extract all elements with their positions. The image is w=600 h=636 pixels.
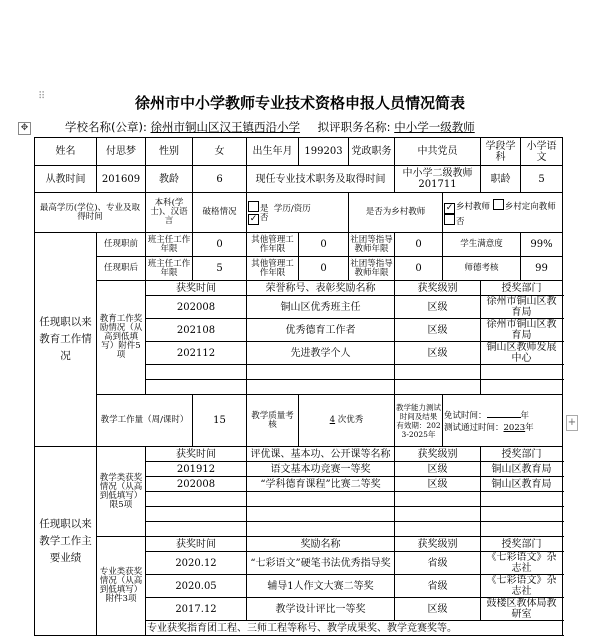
s2-level[interactable]: [395, 522, 481, 537]
s2-dept[interactable]: 铜山区教育局: [481, 462, 563, 477]
start-value[interactable]: 201609: [97, 166, 146, 193]
s3-level[interactable]: 区级: [395, 598, 481, 621]
cur-title-label: 现任专业技术职务及取得时间: [247, 166, 395, 193]
s3-name[interactable]: “七彩语文”硬笔书法优秀指导奖: [247, 552, 395, 575]
birth-value[interactable]: 199203: [299, 138, 349, 166]
ability-cell: [395, 395, 443, 447]
s2-col-level: 获奖级别: [395, 447, 481, 462]
section2-label: 任现职以来教学工作主要业绩: [35, 447, 97, 636]
s2-time[interactable]: [146, 522, 247, 537]
section1-sub-label: 教育工作奖励情况（从高到低填写）附件5项: [97, 281, 146, 395]
rural-directed-label: 乡村定向教师: [504, 201, 556, 212]
s2-time[interactable]: [146, 492, 247, 507]
s1-time[interactable]: 202108: [146, 319, 247, 342]
footer-note[interactable]: 专业获奖指育团工程、三师工程等称号、教学成果奖、教学竞赛奖等。: [146, 621, 563, 636]
education-label: 最高学历(学位)、专业及取得时间: [35, 193, 146, 233]
s2-level[interactable]: [395, 507, 481, 522]
guide-label-after: 社团等指导教师年限: [349, 257, 395, 281]
satisfaction-value[interactable]: 99%: [521, 233, 563, 257]
post-years-value[interactable]: 5: [521, 166, 563, 193]
s3-header-row: [35, 537, 563, 552]
s3-name[interactable]: 教学设计评比一等奖: [247, 598, 395, 621]
mgmt-label-before: 其他管理工作年限: [247, 233, 299, 257]
basic-row-2: [35, 166, 563, 193]
duty-row-after: [35, 257, 563, 281]
s2-header-row: [35, 447, 563, 462]
s1-name[interactable]: 先进教学个人: [247, 342, 395, 365]
s1-name[interactable]: 铜山区优秀班主任: [247, 296, 395, 319]
satisfaction-label: 学生满意度: [443, 233, 521, 257]
name-value[interactable]: 付思梦: [97, 138, 146, 166]
s1-col-dept: 授奖部门: [481, 281, 563, 296]
s1-name[interactable]: 优秀德育工作者: [247, 319, 395, 342]
s1-name[interactable]: [247, 380, 395, 395]
break-label: 破格情况: [193, 193, 247, 233]
s2-time[interactable]: [146, 507, 247, 522]
table-move-icon[interactable]: ✥: [18, 122, 31, 135]
s2-level[interactable]: 区级: [395, 477, 481, 492]
ethics-label: 师德考核: [443, 257, 521, 281]
s3-level[interactable]: 省级: [395, 552, 481, 575]
s1-level[interactable]: 区级: [395, 296, 481, 319]
add-column-icon[interactable]: +: [566, 415, 578, 431]
quality-cell[interactable]: [299, 395, 395, 447]
name-label: 姓名: [35, 138, 97, 166]
s2-level[interactable]: 区级: [395, 462, 481, 477]
section2-sub-label: 教学类获奖情况（从高到低填写）限5项: [97, 447, 146, 537]
s2-name[interactable]: [247, 507, 395, 522]
workload-value[interactable]: 15: [193, 395, 247, 447]
mgmt-label-after: 其他管理工作年限: [247, 257, 299, 281]
s1-col-level: 获奖级别: [395, 281, 481, 296]
basic-row-1: [35, 138, 563, 166]
s1-time[interactable]: [146, 380, 247, 395]
s3-col-name: 奖励名称: [247, 537, 395, 552]
section3-sub-label: 专业类获奖情况（从高到低填写）附件3项: [97, 537, 146, 636]
test-cell[interactable]: [443, 395, 563, 447]
rural-directed-checkbox[interactable]: [493, 199, 504, 210]
s1-level[interactable]: [395, 365, 481, 380]
s1-dept[interactable]: 徐州市铜山区教育局: [481, 296, 563, 319]
s3-dept[interactable]: 《七彩语文》杂志社: [481, 575, 563, 598]
quality-suffix: 次优秀: [337, 415, 364, 425]
header-line: [65, 119, 489, 135]
s2-dept[interactable]: [481, 507, 563, 522]
rural-teacher-checkbox[interactable]: ✓: [445, 202, 454, 213]
rural-teacher-label: 乡村教师: [456, 201, 491, 212]
passed-suffix: 年: [525, 422, 534, 433]
s1-dept[interactable]: 徐州市铜山区教育局: [481, 319, 563, 342]
s2-dept[interactable]: [481, 522, 563, 537]
quality-value: 4: [329, 415, 336, 425]
s3-col-level: 获奖级别: [395, 537, 481, 552]
ability-label: 教学能力测试时间及结果: [396, 402, 441, 421]
gender-label: 性别: [146, 138, 193, 166]
s2-name[interactable]: [247, 522, 395, 537]
cur-title-value[interactable]: 中小学二级教师 201711: [395, 166, 481, 193]
s2-col-name: 评优课、基本功、公开课等名称: [247, 447, 395, 462]
s1-level[interactable]: [395, 380, 481, 395]
ability-valid: 有效期：2023-2025年: [396, 420, 441, 439]
s2-col-dept: 授奖部门: [481, 447, 563, 462]
application-table: [34, 137, 563, 636]
teach-years-value[interactable]: 6: [193, 166, 247, 193]
s1-dept[interactable]: [481, 380, 563, 395]
break-options: [247, 193, 349, 233]
workload-row: [35, 395, 563, 447]
exempt-suffix: 年: [520, 410, 530, 421]
head-before-value[interactable]: 0: [193, 233, 247, 257]
s1-name[interactable]: [247, 365, 395, 380]
s3-time[interactable]: 2017.12: [146, 598, 247, 621]
s2-name[interactable]: 语文基本功竞赛一等奖: [247, 462, 395, 477]
s1-time[interactable]: 202112: [146, 342, 247, 365]
duty-row-before: [35, 233, 563, 257]
party-value[interactable]: 中共党员: [395, 138, 481, 166]
s2-dept[interactable]: [481, 492, 563, 507]
post-years-label: 职龄: [481, 166, 521, 193]
s2-name[interactable]: “学科德育课程”比赛二等奖: [247, 477, 395, 492]
s3-name[interactable]: 辅导1人作文大赛二等奖: [247, 575, 395, 598]
ethics-value[interactable]: 99: [521, 257, 563, 281]
s3-dept[interactable]: 鼓楼区教体局教研室: [481, 598, 563, 621]
passed-label: 测试通过时间：: [444, 422, 504, 433]
mgmt-after-value[interactable]: 0: [299, 257, 349, 281]
mgmt-before-value[interactable]: 0: [299, 233, 349, 257]
page-title: 徐州市中小学教师专业技术资格申报人员情况简表: [134, 94, 465, 112]
s2-time[interactable]: 202008: [146, 477, 247, 492]
rural-no-checkbox[interactable]: [444, 214, 455, 225]
diploma-label: 学历/资历: [273, 203, 311, 214]
s3-time[interactable]: 2020.05: [146, 575, 247, 598]
workload-label: 教学工作量（周/课时）: [97, 395, 193, 447]
s2-time[interactable]: 201912: [146, 462, 247, 477]
section1-label: 任现职以来教育工作情况: [35, 233, 97, 447]
section-label: 学段学科: [481, 138, 521, 166]
s1-level[interactable]: 区级: [395, 319, 481, 342]
before-label: 任现职前: [97, 233, 146, 257]
school-label: 学校名称(公章):: [65, 120, 147, 134]
s1-col-name: 荣誉称号、表彰奖励名称: [247, 281, 395, 296]
break-yes-label: 是: [260, 203, 269, 214]
teach-years-label: 教龄: [146, 166, 193, 193]
education-row: [35, 193, 563, 233]
quality-label: 教学质量考核: [247, 395, 299, 447]
s1-dept[interactable]: 铜山区教师发展中心: [481, 342, 563, 365]
school-value: 徐州市铜山区汉王镇西沿小学: [150, 120, 301, 134]
after-label: 任现职后: [97, 257, 146, 281]
s1-time[interactable]: 202008: [146, 296, 247, 319]
s1-dept[interactable]: [481, 365, 563, 380]
s2-level[interactable]: [395, 492, 481, 507]
exempt-label: 免试时间：: [444, 410, 487, 421]
break-yes-checkbox[interactable]: [248, 201, 259, 212]
s1-level[interactable]: 区级: [395, 342, 481, 365]
position-value: 中小学一级教师: [394, 120, 475, 134]
s2-name[interactable]: [247, 492, 395, 507]
s3-col-time: 获奖时间: [146, 537, 247, 552]
guide-after-value[interactable]: 0: [395, 257, 443, 281]
gender-value[interactable]: 女: [193, 138, 247, 166]
degree-label[interactable]: 本科(学士)、汉语言: [146, 193, 193, 233]
rural-options: [443, 193, 563, 233]
rural-no-label: 否: [456, 216, 465, 227]
s1-col-time: 获奖时间: [146, 281, 247, 296]
guide-label-before: 社团等指导教师年限: [349, 233, 395, 257]
head-after-value[interactable]: 5: [193, 257, 247, 281]
s2-col-time: 获奖时间: [146, 447, 247, 462]
position-label: 拟评职务名称:: [317, 120, 391, 134]
birth-label: 出生年月: [247, 138, 299, 166]
s1-header-row: [35, 281, 563, 296]
head-label-before: 班主任工作年限: [146, 233, 193, 257]
passed-value: 2023: [503, 422, 526, 433]
party-label: 党政职务: [349, 138, 395, 166]
guide-before-value[interactable]: 0: [395, 233, 443, 257]
section-value[interactable]: 小学语文: [521, 138, 563, 166]
start-label: 从教时间: [35, 166, 97, 193]
break-no-label: 否: [260, 212, 269, 223]
s3-time[interactable]: 2020.12: [146, 552, 247, 575]
head-label-after: 班主任工作年限: [146, 257, 193, 281]
s3-level[interactable]: 省级: [395, 575, 481, 598]
s3-dept[interactable]: 《七彩语文》杂志社: [481, 552, 563, 575]
s3-col-dept: 授奖部门: [481, 537, 563, 552]
break-no-checkbox[interactable]: ✓: [249, 213, 258, 224]
s2-dept[interactable]: 铜山区教育局: [481, 477, 563, 492]
s1-time[interactable]: [146, 365, 247, 380]
drag-handle-icon[interactable]: ⠿: [38, 91, 47, 102]
rural-label: 是否为乡村教师: [349, 193, 443, 233]
